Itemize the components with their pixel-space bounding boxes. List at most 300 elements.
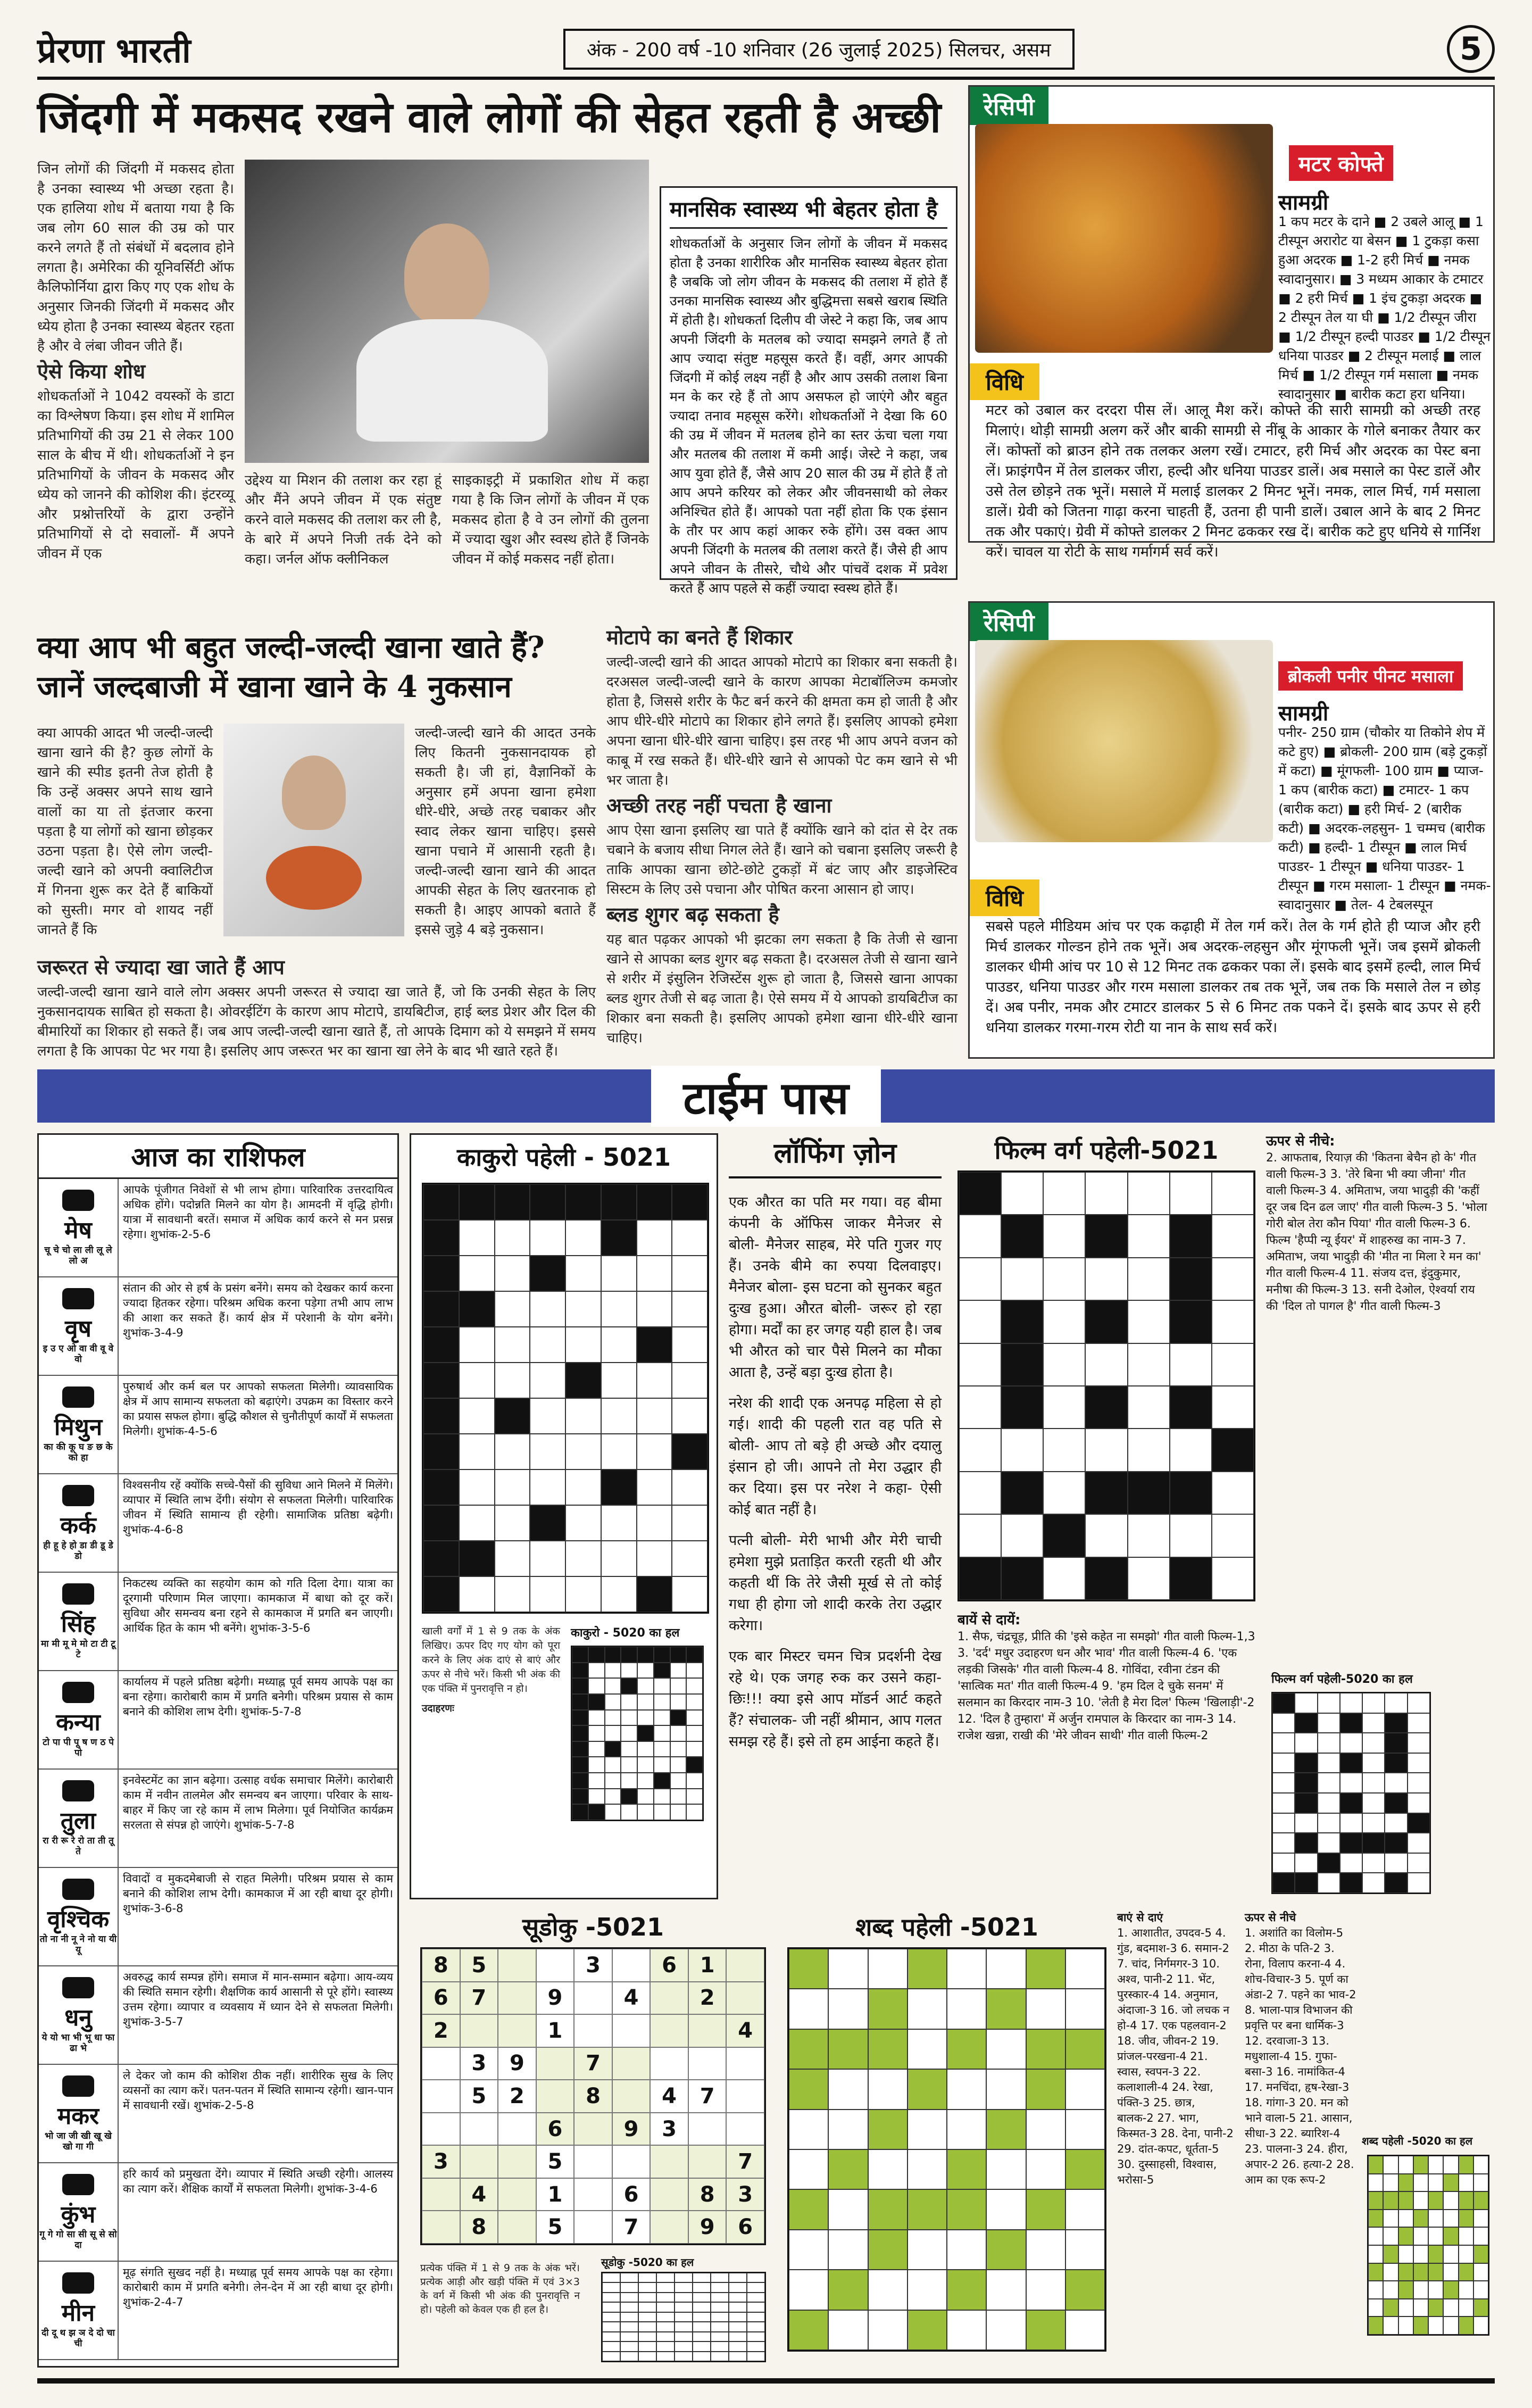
- kakuro-cell[interactable]: [637, 1469, 672, 1505]
- word-cell[interactable]: [789, 1949, 828, 1989]
- sudoku-cell[interactable]: 6: [422, 1982, 460, 2015]
- sudoku-cell[interactable]: 7: [688, 2080, 727, 2113]
- kakuro-cell[interactable]: [637, 1220, 672, 1256]
- word-cell[interactable]: [1065, 2310, 1105, 2350]
- sudoku-cell[interactable]: 2: [498, 2080, 536, 2113]
- kakuro-cell[interactable]: [495, 1291, 530, 1327]
- kakuro-cell[interactable]: [565, 1327, 601, 1363]
- kakuro-cell[interactable]: [565, 1363, 601, 1398]
- sudoku-cell[interactable]: [650, 1982, 688, 2015]
- kakuro-cell[interactable]: [637, 1184, 672, 1220]
- word-cell[interactable]: [828, 1989, 868, 2029]
- sudoku-cell[interactable]: [422, 2080, 460, 2113]
- film-cell[interactable]: [1128, 1386, 1170, 1429]
- film-cell[interactable]: [959, 1386, 1001, 1429]
- kakuro-cell[interactable]: [530, 1398, 565, 1434]
- kakuro-cell[interactable]: [530, 1291, 565, 1327]
- sudoku-cell[interactable]: 6: [612, 2178, 651, 2211]
- sudoku-cell[interactable]: 7: [612, 2211, 651, 2244]
- sudoku-cell[interactable]: [498, 2178, 536, 2211]
- kakuro-cell[interactable]: [530, 1327, 565, 1363]
- film-cell[interactable]: [1170, 1343, 1212, 1386]
- film-cell[interactable]: [1128, 1343, 1170, 1386]
- sudoku-cell[interactable]: 9: [612, 2113, 651, 2146]
- sudoku-cell[interactable]: 5: [460, 2080, 498, 2113]
- kakuro-cell[interactable]: [601, 1398, 637, 1434]
- kakuro-cell[interactable]: [530, 1505, 565, 1541]
- kakuro-cell[interactable]: [423, 1220, 459, 1256]
- film-cell[interactable]: [1128, 1215, 1170, 1257]
- kakuro-cell[interactable]: [672, 1291, 707, 1327]
- sudoku-cell[interactable]: 4: [612, 1982, 651, 2015]
- sudoku-grid[interactable]: [420, 1947, 766, 2245]
- word-cell[interactable]: [789, 2069, 828, 2109]
- kakuro-cell[interactable]: [637, 1363, 672, 1398]
- film-cell[interactable]: [1085, 1514, 1127, 1557]
- kakuro-cell[interactable]: [637, 1505, 672, 1541]
- kakuro-cell[interactable]: [601, 1576, 637, 1612]
- word-cell[interactable]: [986, 2069, 1026, 2109]
- film-cell[interactable]: [1085, 1557, 1127, 1600]
- word-cell[interactable]: [828, 2270, 868, 2310]
- word-cell[interactable]: [1026, 2189, 1065, 2229]
- kakuro-cell[interactable]: [637, 1576, 672, 1612]
- kakuro-grid[interactable]: [422, 1183, 709, 1614]
- kakuro-cell[interactable]: [601, 1434, 637, 1469]
- sudoku-cell[interactable]: [498, 2014, 536, 2047]
- word-cell[interactable]: [986, 2149, 1026, 2189]
- sudoku-cell[interactable]: 6: [726, 2211, 764, 2244]
- kakuro-cell[interactable]: [495, 1184, 530, 1220]
- word-cell[interactable]: [1026, 2310, 1065, 2350]
- film-cell[interactable]: [1212, 1172, 1254, 1215]
- kakuro-cell[interactable]: [530, 1184, 565, 1220]
- sudoku-cell[interactable]: [612, 2047, 651, 2080]
- kakuro-cell[interactable]: [672, 1184, 707, 1220]
- kakuro-cell[interactable]: [495, 1434, 530, 1469]
- word-cell[interactable]: [947, 2189, 986, 2229]
- kakuro-cell[interactable]: [423, 1541, 459, 1576]
- kakuro-cell[interactable]: [530, 1434, 565, 1469]
- word-cell[interactable]: [907, 2230, 947, 2270]
- film-cell[interactable]: [959, 1258, 1001, 1300]
- word-cell[interactable]: [789, 1989, 828, 2029]
- sudoku-cell[interactable]: 1: [536, 2178, 574, 2211]
- word-cell[interactable]: [1065, 1989, 1105, 2029]
- film-cell[interactable]: [1170, 1258, 1212, 1300]
- film-cell[interactable]: [1085, 1300, 1127, 1343]
- word-cell[interactable]: [828, 2149, 868, 2189]
- film-cell[interactable]: [1085, 1343, 1127, 1386]
- sudoku-cell[interactable]: [650, 2014, 688, 2047]
- sudoku-cell[interactable]: [574, 2178, 612, 2211]
- sudoku-cell[interactable]: 2: [422, 2014, 460, 2047]
- sudoku-cell[interactable]: [422, 2113, 460, 2146]
- kakuro-cell[interactable]: [459, 1327, 495, 1363]
- film-cell[interactable]: [959, 1215, 1001, 1257]
- word-cell[interactable]: [789, 2029, 828, 2069]
- kakuro-cell[interactable]: [637, 1291, 672, 1327]
- sudoku-cell[interactable]: [498, 2145, 536, 2178]
- word-cell[interactable]: [828, 2069, 868, 2109]
- word-cell[interactable]: [868, 2149, 907, 2189]
- film-cell[interactable]: [1170, 1472, 1212, 1514]
- sudoku-cell[interactable]: 4: [726, 2014, 764, 2047]
- film-cell[interactable]: [1212, 1557, 1254, 1600]
- word-cell[interactable]: [1026, 2230, 1065, 2270]
- word-cell[interactable]: [986, 2110, 1026, 2149]
- kakuro-cell[interactable]: [495, 1363, 530, 1398]
- word-cell[interactable]: [947, 2310, 986, 2350]
- film-cell[interactable]: [1085, 1429, 1127, 1471]
- sudoku-cell[interactable]: [498, 2113, 536, 2146]
- kakuro-cell[interactable]: [530, 1220, 565, 1256]
- film-cell[interactable]: [959, 1300, 1001, 1343]
- word-cell[interactable]: [947, 2069, 986, 2109]
- word-cell[interactable]: [828, 1949, 868, 1989]
- film-cell[interactable]: [1001, 1172, 1043, 1215]
- word-cell[interactable]: [828, 2110, 868, 2149]
- film-cell[interactable]: [1170, 1514, 1212, 1557]
- word-cell[interactable]: [986, 2310, 1026, 2350]
- sudoku-cell[interactable]: [574, 1982, 612, 2015]
- sudoku-cell[interactable]: 8: [422, 1949, 460, 1982]
- film-cell[interactable]: [1001, 1300, 1043, 1343]
- word-cell[interactable]: [907, 2270, 947, 2310]
- kakuro-cell[interactable]: [530, 1576, 565, 1612]
- kakuro-cell[interactable]: [565, 1576, 601, 1612]
- film-cell[interactable]: [1212, 1514, 1254, 1557]
- sudoku-cell[interactable]: [422, 2211, 460, 2244]
- kakuro-cell[interactable]: [459, 1184, 495, 1220]
- film-cell[interactable]: [1085, 1258, 1127, 1300]
- sudoku-cell[interactable]: [536, 1949, 574, 1982]
- word-cell[interactable]: [986, 2189, 1026, 2229]
- kakuro-cell[interactable]: [565, 1398, 601, 1434]
- sudoku-cell[interactable]: [650, 2047, 688, 2080]
- kakuro-cell[interactable]: [637, 1256, 672, 1291]
- word-cell[interactable]: [986, 1949, 1026, 1989]
- word-cell[interactable]: [1026, 2110, 1065, 2149]
- word-cell[interactable]: [1026, 2029, 1065, 2069]
- word-cell[interactable]: [1065, 2189, 1105, 2229]
- film-cell[interactable]: [959, 1514, 1001, 1557]
- kakuro-cell[interactable]: [423, 1327, 459, 1363]
- film-cell[interactable]: [959, 1472, 1001, 1514]
- kakuro-cell[interactable]: [637, 1434, 672, 1469]
- sudoku-cell[interactable]: [460, 2014, 498, 2047]
- sudoku-cell[interactable]: [574, 2014, 612, 2047]
- sudoku-cell[interactable]: [460, 2113, 498, 2146]
- kakuro-cell[interactable]: [565, 1541, 601, 1576]
- kakuro-cell[interactable]: [459, 1541, 495, 1576]
- kakuro-cell[interactable]: [601, 1220, 637, 1256]
- word-cell[interactable]: [1065, 2230, 1105, 2270]
- word-cell[interactable]: [907, 2110, 947, 2149]
- word-cell[interactable]: [789, 2310, 828, 2350]
- sudoku-cell[interactable]: 3: [422, 2145, 460, 2178]
- word-cell[interactable]: [1026, 1949, 1065, 1989]
- sudoku-cell[interactable]: 9: [536, 1982, 574, 2015]
- film-cell[interactable]: [1212, 1258, 1254, 1300]
- kakuro-cell[interactable]: [495, 1469, 530, 1505]
- word-cell[interactable]: [947, 2029, 986, 2069]
- word-cell[interactable]: [947, 2270, 986, 2310]
- kakuro-cell[interactable]: [423, 1363, 459, 1398]
- film-cell[interactable]: [1043, 1514, 1085, 1557]
- film-cell[interactable]: [1212, 1386, 1254, 1429]
- sudoku-cell[interactable]: 7: [460, 1982, 498, 2015]
- film-cell[interactable]: [1001, 1557, 1043, 1600]
- word-cell[interactable]: [868, 2110, 907, 2149]
- kakuro-cell[interactable]: [530, 1469, 565, 1505]
- film-cell[interactable]: [1001, 1472, 1043, 1514]
- word-cell[interactable]: [868, 2230, 907, 2270]
- film-cell[interactable]: [1128, 1172, 1170, 1215]
- kakuro-cell[interactable]: [637, 1398, 672, 1434]
- word-cell[interactable]: [868, 1949, 907, 1989]
- word-cell[interactable]: [1065, 2029, 1105, 2069]
- sudoku-cell[interactable]: [498, 2211, 536, 2244]
- kakuro-cell[interactable]: [423, 1505, 459, 1541]
- film-cell[interactable]: [1085, 1172, 1127, 1215]
- word-cell[interactable]: [828, 2189, 868, 2229]
- kakuro-cell[interactable]: [672, 1576, 707, 1612]
- sudoku-cell[interactable]: [422, 2178, 460, 2211]
- word-cell[interactable]: [1065, 2149, 1105, 2189]
- word-cell[interactable]: [1026, 1989, 1065, 2029]
- film-cell[interactable]: [1043, 1215, 1085, 1257]
- film-cell[interactable]: [1170, 1300, 1212, 1343]
- word-cell[interactable]: [907, 2029, 947, 2069]
- film-cell[interactable]: [1085, 1386, 1127, 1429]
- kakuro-cell[interactable]: [530, 1541, 565, 1576]
- word-cell[interactable]: [1026, 2270, 1065, 2310]
- kakuro-cell[interactable]: [423, 1184, 459, 1220]
- sudoku-cell[interactable]: [536, 2047, 574, 2080]
- film-cell[interactable]: [1043, 1386, 1085, 1429]
- sudoku-cell[interactable]: [726, 2113, 764, 2146]
- sudoku-cell[interactable]: [612, 1949, 651, 1982]
- kakuro-cell[interactable]: [601, 1363, 637, 1398]
- word-cell[interactable]: [947, 2230, 986, 2270]
- kakuro-cell[interactable]: [565, 1434, 601, 1469]
- sudoku-cell[interactable]: 4: [460, 2178, 498, 2211]
- film-cell[interactable]: [1170, 1386, 1212, 1429]
- kakuro-cell[interactable]: [672, 1256, 707, 1291]
- film-cell[interactable]: [959, 1557, 1001, 1600]
- film-cell[interactable]: [1128, 1429, 1170, 1471]
- kakuro-cell[interactable]: [495, 1505, 530, 1541]
- film-cell[interactable]: [959, 1429, 1001, 1471]
- word-cell[interactable]: [986, 1989, 1026, 2029]
- film-cell[interactable]: [1170, 1215, 1212, 1257]
- sudoku-cell[interactable]: [726, 2080, 764, 2113]
- word-cell[interactable]: [907, 1949, 947, 1989]
- kakuro-cell[interactable]: [459, 1434, 495, 1469]
- sudoku-cell[interactable]: 8: [574, 2080, 612, 2113]
- word-cell[interactable]: [907, 2189, 947, 2229]
- sudoku-cell[interactable]: 5: [536, 2211, 574, 2244]
- kakuro-cell[interactable]: [459, 1576, 495, 1612]
- word-cell[interactable]: [789, 2110, 828, 2149]
- sudoku-cell[interactable]: [688, 2113, 727, 2146]
- kakuro-cell[interactable]: [672, 1220, 707, 1256]
- sudoku-cell[interactable]: 2: [688, 1982, 727, 2015]
- kakuro-cell[interactable]: [459, 1291, 495, 1327]
- word-cell[interactable]: [986, 2230, 1026, 2270]
- sudoku-cell[interactable]: [536, 2080, 574, 2113]
- word-cell[interactable]: [1065, 2110, 1105, 2149]
- kakuro-cell[interactable]: [459, 1363, 495, 1398]
- film-cell[interactable]: [1001, 1343, 1043, 1386]
- kakuro-cell[interactable]: [672, 1327, 707, 1363]
- film-cell[interactable]: [1212, 1343, 1254, 1386]
- kakuro-cell[interactable]: [601, 1505, 637, 1541]
- film-cell[interactable]: [1170, 1429, 1212, 1471]
- sudoku-cell[interactable]: [612, 2014, 651, 2047]
- kakuro-cell[interactable]: [672, 1434, 707, 1469]
- word-cell[interactable]: [868, 1989, 907, 2029]
- film-cell[interactable]: [1001, 1215, 1043, 1257]
- film-cell[interactable]: [1085, 1215, 1127, 1257]
- sudoku-cell[interactable]: 5: [536, 2145, 574, 2178]
- kakuro-cell[interactable]: [565, 1184, 601, 1220]
- film-cell[interactable]: [1043, 1472, 1085, 1514]
- sudoku-cell[interactable]: [726, 2047, 764, 2080]
- kakuro-cell[interactable]: [601, 1256, 637, 1291]
- sudoku-cell[interactable]: [650, 2178, 688, 2211]
- kakuro-cell[interactable]: [423, 1256, 459, 1291]
- word-cell[interactable]: [828, 2230, 868, 2270]
- kakuro-cell[interactable]: [530, 1256, 565, 1291]
- kakuro-cell[interactable]: [459, 1469, 495, 1505]
- word-cell[interactable]: [868, 2270, 907, 2310]
- kakuro-cell[interactable]: [495, 1576, 530, 1612]
- sudoku-cell[interactable]: 3: [650, 2113, 688, 2146]
- sudoku-cell[interactable]: [688, 2145, 727, 2178]
- film-cell[interactable]: [1001, 1386, 1043, 1429]
- word-cell[interactable]: [828, 2029, 868, 2069]
- sudoku-cell[interactable]: [422, 2047, 460, 2080]
- sudoku-cell[interactable]: [574, 2145, 612, 2178]
- word-cell[interactable]: [1065, 2270, 1105, 2310]
- kakuro-cell[interactable]: [423, 1398, 459, 1434]
- kakuro-cell[interactable]: [565, 1469, 601, 1505]
- film-cell[interactable]: [1043, 1300, 1085, 1343]
- kakuro-cell[interactable]: [423, 1469, 459, 1505]
- sudoku-cell[interactable]: 6: [536, 2113, 574, 2146]
- kakuro-cell[interactable]: [637, 1327, 672, 1363]
- film-cell[interactable]: [1170, 1172, 1212, 1215]
- sudoku-cell[interactable]: [726, 1949, 764, 1982]
- film-cell[interactable]: [1128, 1300, 1170, 1343]
- kakuro-cell[interactable]: [601, 1541, 637, 1576]
- kakuro-cell[interactable]: [423, 1434, 459, 1469]
- kakuro-cell[interactable]: [601, 1291, 637, 1327]
- word-cell[interactable]: [1026, 2069, 1065, 2109]
- word-cell[interactable]: [947, 1989, 986, 2029]
- film-cell[interactable]: [1128, 1258, 1170, 1300]
- film-cell[interactable]: [1128, 1472, 1170, 1514]
- kakuro-cell[interactable]: [601, 1469, 637, 1505]
- word-cell[interactable]: [947, 2110, 986, 2149]
- kakuro-cell[interactable]: [565, 1505, 601, 1541]
- word-cell[interactable]: [907, 1989, 947, 2029]
- kakuro-cell[interactable]: [672, 1541, 707, 1576]
- film-cell[interactable]: [1212, 1472, 1254, 1514]
- kakuro-cell[interactable]: [459, 1398, 495, 1434]
- sudoku-cell[interactable]: [688, 2014, 727, 2047]
- kakuro-cell[interactable]: [495, 1398, 530, 1434]
- film-cell[interactable]: [1212, 1215, 1254, 1257]
- word-cell[interactable]: [947, 2149, 986, 2189]
- film-cell[interactable]: [1170, 1557, 1212, 1600]
- kakuro-cell[interactable]: [423, 1291, 459, 1327]
- sudoku-cell[interactable]: 4: [650, 2080, 688, 2113]
- word-cell[interactable]: [907, 2069, 947, 2109]
- kakuro-cell[interactable]: [565, 1256, 601, 1291]
- kakuro-cell[interactable]: [423, 1576, 459, 1612]
- sudoku-cell[interactable]: 3: [726, 2178, 764, 2211]
- word-cell[interactable]: [868, 2189, 907, 2229]
- sudoku-cell[interactable]: 5: [460, 1949, 498, 1982]
- word-cell[interactable]: [868, 2029, 907, 2069]
- film-cell[interactable]: [1212, 1429, 1254, 1471]
- sudoku-cell[interactable]: 1: [688, 1949, 727, 1982]
- kakuro-cell[interactable]: [459, 1256, 495, 1291]
- word-cell[interactable]: [947, 1949, 986, 1989]
- film-cell[interactable]: [1043, 1172, 1085, 1215]
- word-cell[interactable]: [907, 2310, 947, 2350]
- film-cell[interactable]: [1128, 1514, 1170, 1557]
- word-cell[interactable]: [986, 2029, 1026, 2069]
- sudoku-cell[interactable]: [726, 1982, 764, 2015]
- film-cell[interactable]: [959, 1172, 1001, 1215]
- sudoku-cell[interactable]: [650, 2145, 688, 2178]
- film-puzzle-grid[interactable]: [958, 1170, 1255, 1601]
- film-cell[interactable]: [1043, 1258, 1085, 1300]
- sudoku-cell[interactable]: 9: [688, 2211, 727, 2244]
- kakuro-cell[interactable]: [565, 1220, 601, 1256]
- film-cell[interactable]: [1043, 1557, 1085, 1600]
- sudoku-cell[interactable]: 7: [574, 2047, 612, 2080]
- film-cell[interactable]: [959, 1343, 1001, 1386]
- kakuro-cell[interactable]: [672, 1469, 707, 1505]
- film-cell[interactable]: [1001, 1429, 1043, 1471]
- kakuro-cell[interactable]: [601, 1184, 637, 1220]
- sudoku-cell[interactable]: [460, 2145, 498, 2178]
- kakuro-cell[interactable]: [459, 1505, 495, 1541]
- word-cell[interactable]: [789, 2270, 828, 2310]
- word-cell[interactable]: [1065, 1949, 1105, 1989]
- sudoku-cell[interactable]: 9: [498, 2047, 536, 2080]
- sudoku-cell[interactable]: 6: [650, 1949, 688, 1982]
- word-cell[interactable]: [907, 2149, 947, 2189]
- kakuro-cell[interactable]: [672, 1363, 707, 1398]
- kakuro-cell[interactable]: [672, 1505, 707, 1541]
- word-puzzle-grid[interactable]: [787, 1947, 1106, 2352]
- film-cell[interactable]: [1043, 1429, 1085, 1471]
- sudoku-cell[interactable]: [498, 1982, 536, 2015]
- film-cell[interactable]: [1128, 1557, 1170, 1600]
- word-cell[interactable]: [1026, 2149, 1065, 2189]
- kakuro-cell[interactable]: [637, 1541, 672, 1576]
- film-cell[interactable]: [1001, 1514, 1043, 1557]
- kakuro-cell[interactable]: [565, 1291, 601, 1327]
- sudoku-cell[interactable]: [650, 2211, 688, 2244]
- kakuro-cell[interactable]: [495, 1256, 530, 1291]
